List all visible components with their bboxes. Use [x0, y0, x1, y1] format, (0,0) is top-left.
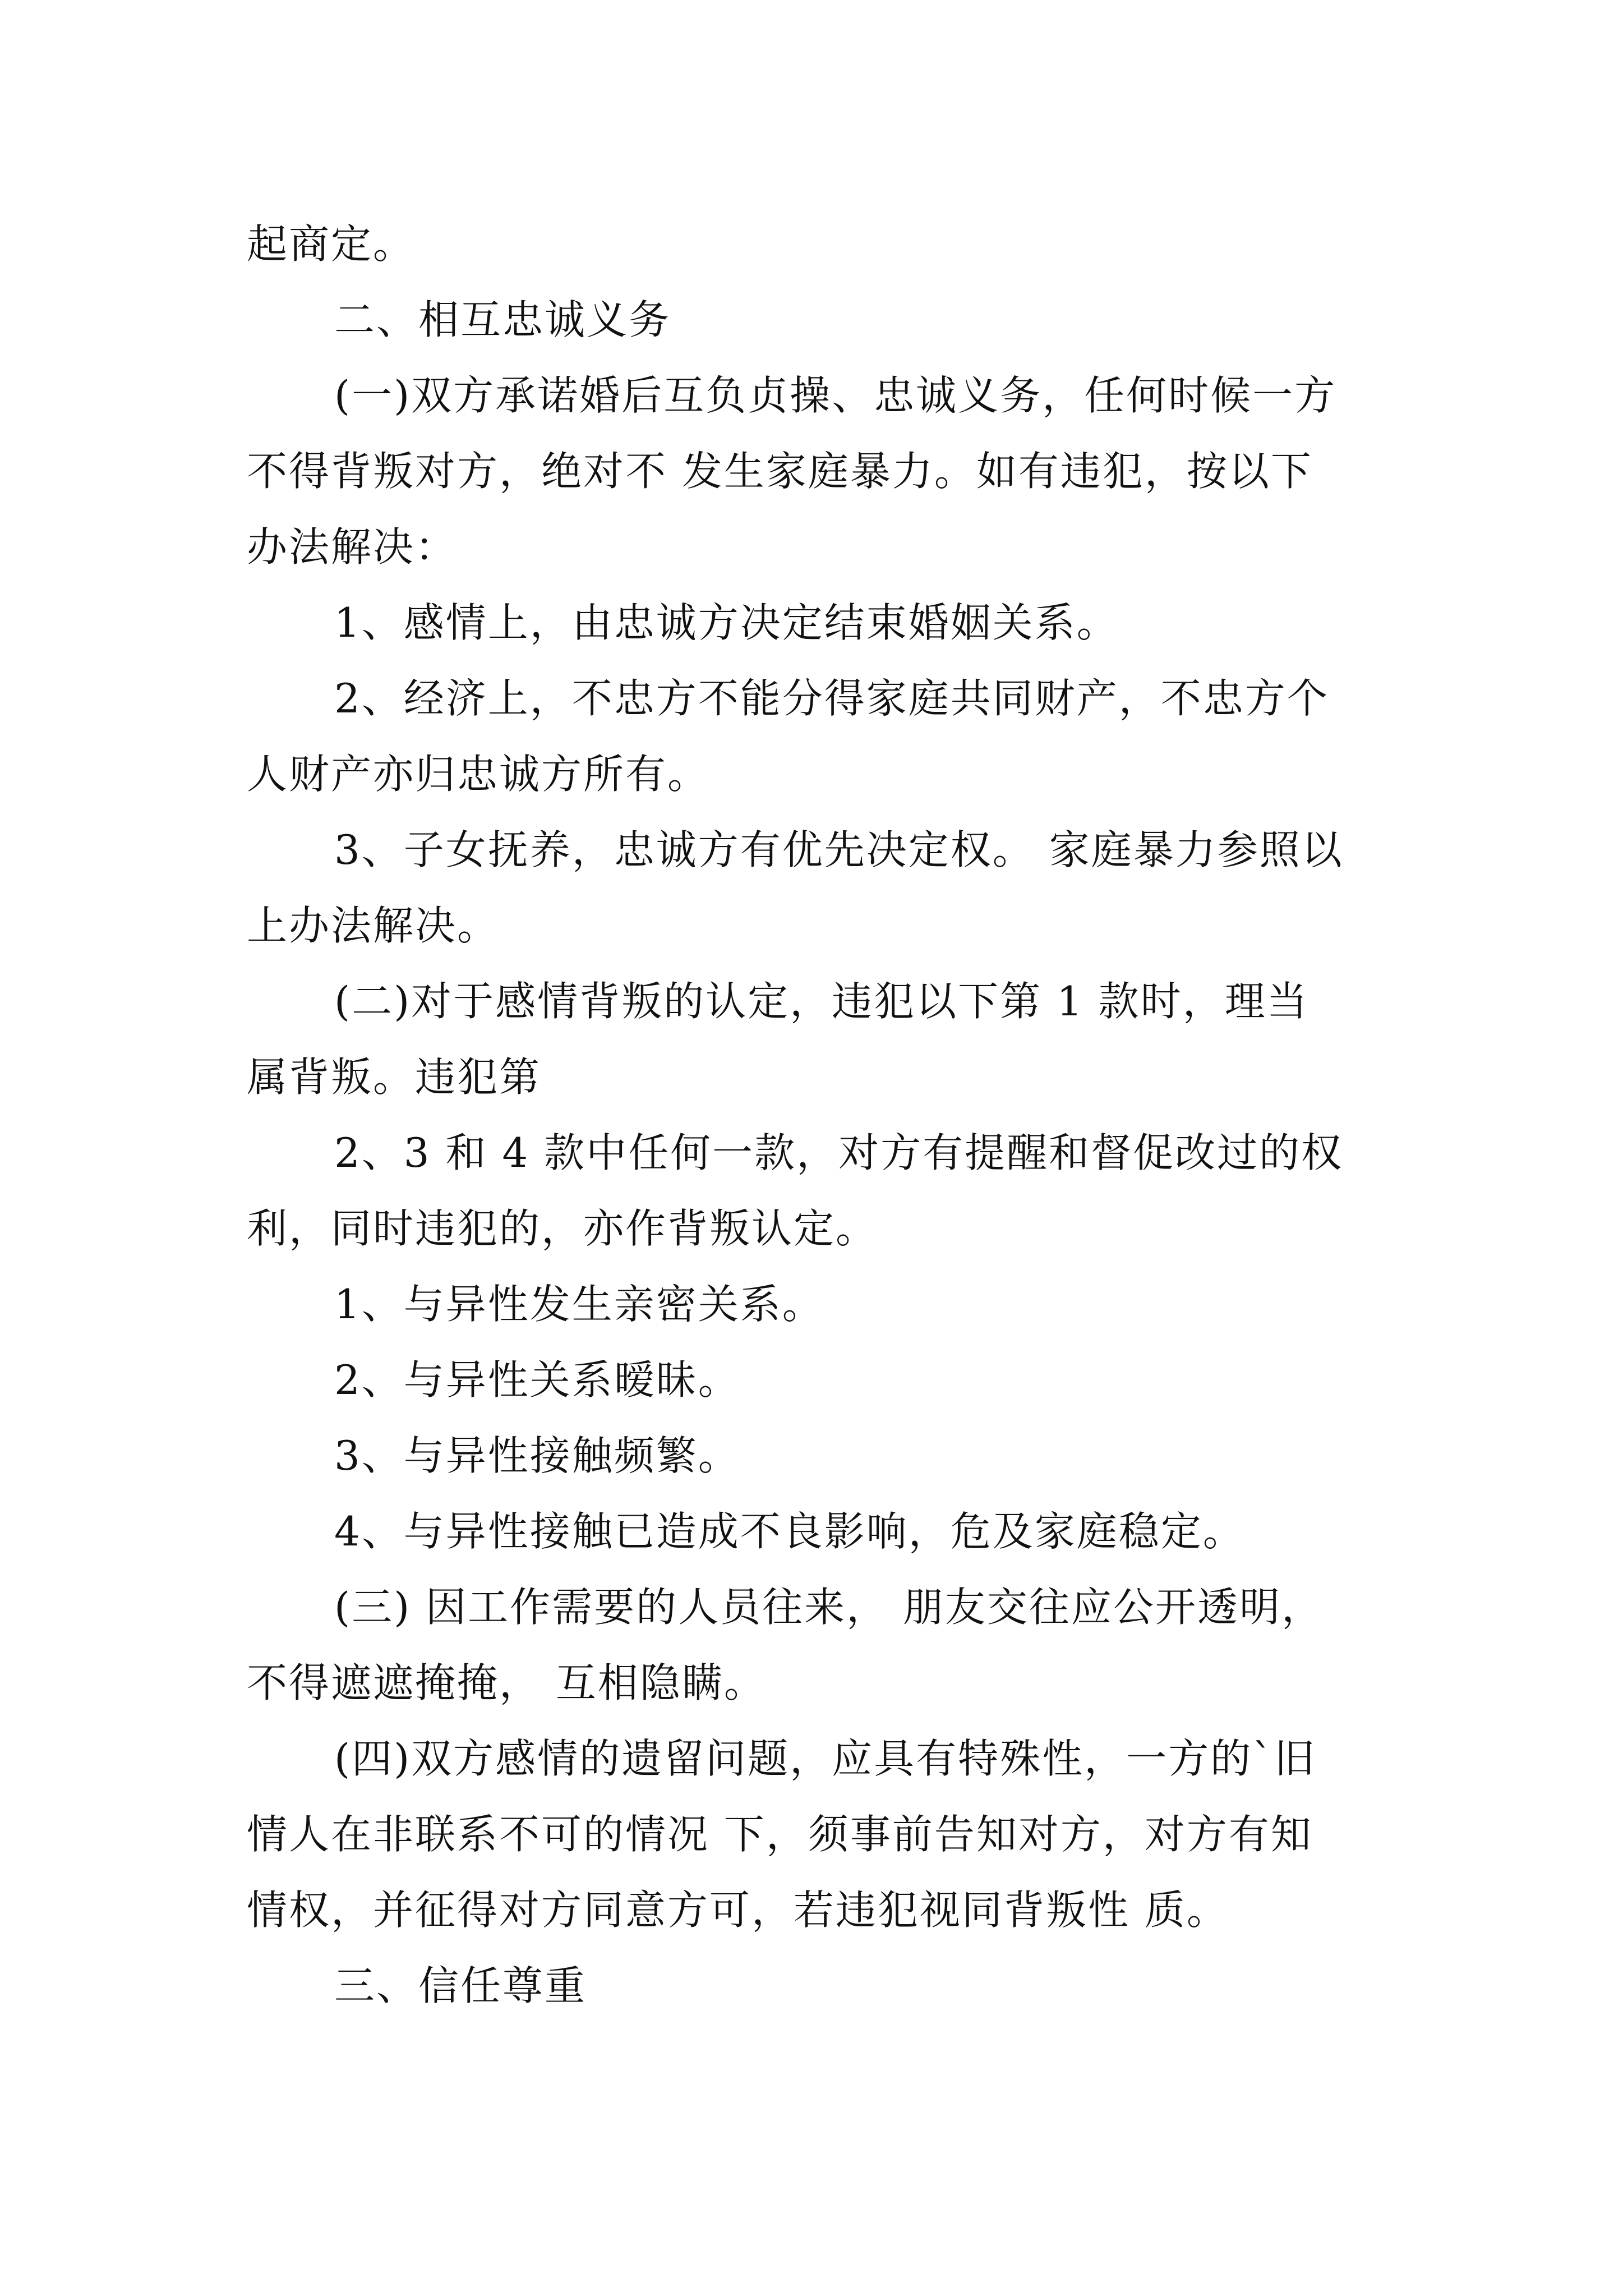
text-line: 人财产亦归忠诚方所有。 — [247, 751, 710, 798]
text-line: 不得背叛对方，绝对不 发生家庭暴力。如有违犯，按以下 — [247, 448, 1313, 495]
section-heading: 三、信任尊重 — [334, 1962, 587, 2009]
text-line: (四)双方感情的遗留问题，应具有特殊性，一方的`旧 — [334, 1735, 1317, 1782]
text-line: 办法解决： — [247, 523, 458, 570]
text-line: 不得遮遮掩掩， 互相隐瞒。 — [247, 1659, 766, 1706]
text-line: (二)对于感情背叛的认定，违犯以下第 1 款时，理当 — [334, 978, 1309, 1025]
list-item: 2、经济上，不忠方不能分得家庭共同财产，不忠方个 — [334, 675, 1329, 722]
section-heading: 二、相互忠诚义务 — [334, 296, 671, 343]
list-item: 1、与异性发生亲密关系。 — [334, 1281, 824, 1328]
list-item: 2、与异性关系暧昧。 — [334, 1356, 740, 1404]
text-line: (三) 因工作需要的人员往来， 朋友交往应公开透明， — [334, 1584, 1324, 1631]
text-line: 2、3 和 4 款中任何一款，对方有提醒和督促改过的权 — [334, 1129, 1344, 1176]
list-item: 3、与异性接触频繁。 — [334, 1432, 740, 1479]
text-line: (一)双方承诺婚后互负贞操、忠诚义务，任何时候一方 — [334, 372, 1337, 419]
text-line: 利，同时违犯的，亦作背叛认定。 — [247, 1205, 878, 1252]
list-item: 4、与异性接触已造成不良影响，危及家庭稳定。 — [334, 1508, 1245, 1555]
text-line: 情人在非联系不可的情况 下，须事前告知对方，对方有知 — [247, 1811, 1313, 1858]
text-line: 情权，并征得对方同意方可，若违犯视同背叛性 质。 — [247, 1887, 1229, 1934]
text-line: 属背叛。违犯第 — [247, 1053, 542, 1101]
list-item: 1、感情上，由忠诚方决定结束婚姻关系。 — [334, 599, 1119, 646]
list-item: 3、子女抚养，忠诚方有优先决定权。 家庭暴力参照以 — [334, 826, 1344, 873]
text-line: 起商定。 — [247, 220, 416, 268]
text-line: 上办法解决。 — [247, 902, 500, 949]
